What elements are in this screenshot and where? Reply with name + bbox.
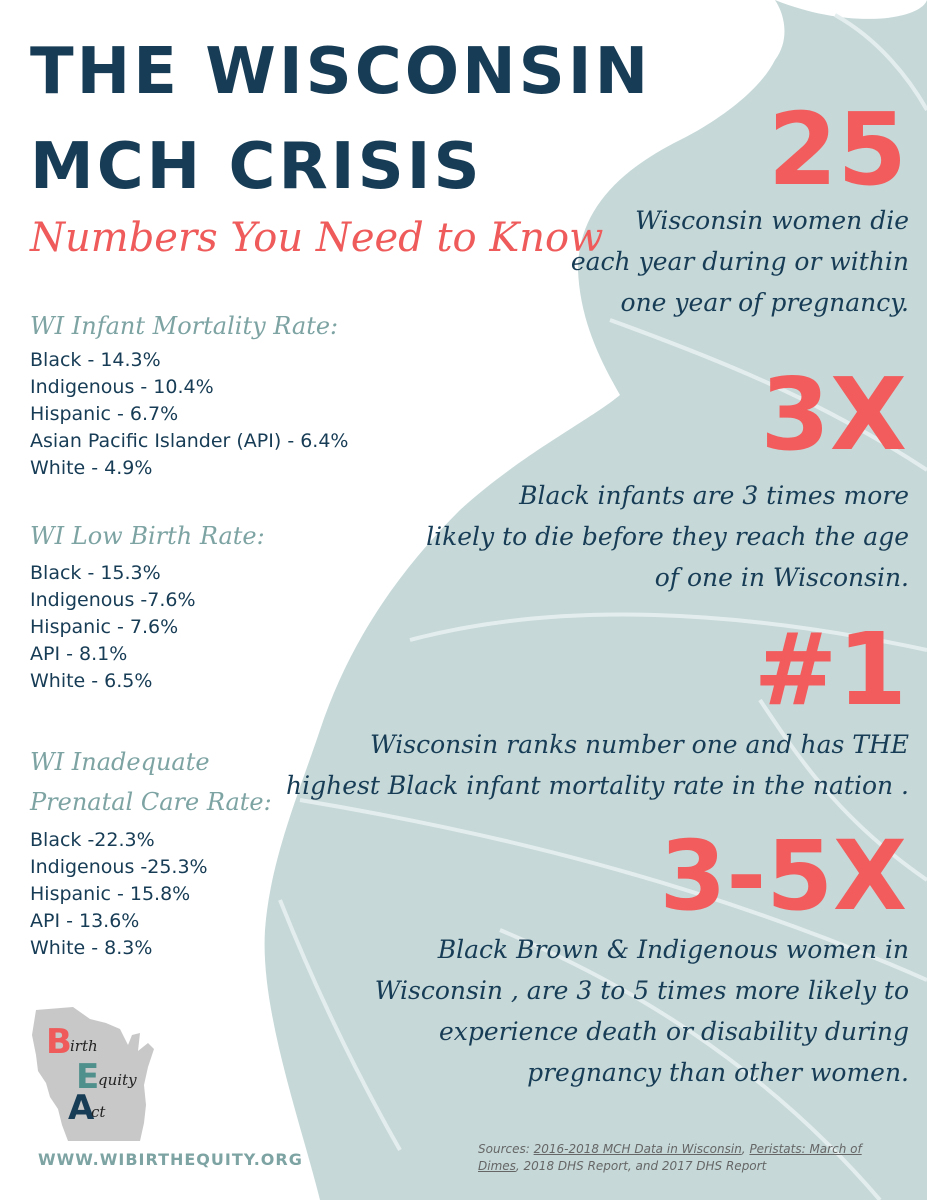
logo-letter-b: B <box>46 1022 72 1062</box>
fact-line: each year during or within <box>570 247 909 276</box>
fact-line: Wisconsin women die <box>635 206 909 235</box>
logo-word-quity: quity <box>98 1071 137 1089</box>
fact-line: pregnancy than other women. <box>527 1058 909 1087</box>
page-title-line1: THE WISCONSIN <box>30 35 652 109</box>
prenatal-care-heading-line1: WI Inadequate <box>30 748 210 776</box>
sources-note <box>478 1141 908 1175</box>
fact-desc-25 <box>571 200 909 323</box>
list-item: Indigenous -7.6% <box>30 589 196 611</box>
page-title-line2: MCH CRISIS <box>30 130 483 204</box>
fact-line: one year of pregnancy. <box>620 288 909 317</box>
low-birth-list <box>30 560 196 695</box>
fact-number-1: #1 <box>753 611 907 728</box>
fact-line: Black infants are 3 times more <box>519 481 909 510</box>
fact-line: Wisconsin , are 3 to 5 times more likely to <box>374 976 909 1005</box>
sources-separator: , <box>741 1142 750 1156</box>
fact-line: Black Brown & Indigenous women in <box>437 935 909 964</box>
list-item: Asian Pacific Islander (API) - 6.4% <box>30 430 349 452</box>
fact-number-3-5x: 3-5X <box>659 820 907 932</box>
fact-number-25: 25 <box>767 91 907 208</box>
fact-desc-1 <box>286 724 909 806</box>
logo-letter-a: A <box>68 1088 95 1128</box>
list-item: White - 4.9% <box>30 457 153 479</box>
fact-line: Wisconsin ranks number one and has THE <box>370 730 909 759</box>
logo-word-ct: ct <box>91 1103 106 1121</box>
list-item: Hispanic - 6.7% <box>30 403 179 425</box>
list-item: API - 8.1% <box>30 643 128 665</box>
sources-link-peristats[interactable]: Peristats: March of <box>749 1142 862 1156</box>
website-link[interactable]: WWW.WIBIRTHEQUITY.ORG <box>38 1150 303 1169</box>
logo-letter-e: E <box>76 1057 100 1097</box>
list-item: Black - 15.3% <box>30 562 161 584</box>
list-item: Hispanic - 7.6% <box>30 616 179 638</box>
fact-desc-3-5x <box>375 929 909 1093</box>
birth-equity-act-logo <box>28 1005 163 1145</box>
fact-line: experience death or disability during <box>438 1017 909 1046</box>
list-item: Indigenous -25.3% <box>30 856 208 878</box>
infant-mortality-list <box>30 347 348 482</box>
prenatal-care-list <box>30 827 208 962</box>
fact-line: likely to die before they reach the age <box>426 522 909 551</box>
sources-link-peristats-cont[interactable]: Dimes <box>478 1159 516 1173</box>
sources-prefix: Sources: <box>478 1142 534 1156</box>
list-item: Indigenous - 10.4% <box>30 376 214 398</box>
list-item: White - 8.3% <box>30 937 153 959</box>
fact-desc-3x <box>426 475 909 598</box>
sources-link-mch-data[interactable]: 2016-2018 MCH Data in Wisconsin <box>533 1142 742 1156</box>
list-item: White - 6.5% <box>30 670 153 692</box>
low-birth-heading: WI Low Birth Rate: <box>30 522 265 550</box>
infant-mortality-heading: WI Infant Mortality Rate: <box>30 312 339 340</box>
list-item: Black - 14.3% <box>30 349 161 371</box>
fact-number-3x: 3X <box>760 356 907 473</box>
page-subtitle: Numbers You Need to Know <box>30 215 604 261</box>
fact-line: of one in Wisconsin. <box>654 563 909 592</box>
list-item: Hispanic - 15.8% <box>30 883 191 905</box>
logo-word-irth: irth <box>70 1037 98 1055</box>
list-item: API - 13.6% <box>30 910 140 932</box>
sources-suffix: , 2018 DHS Report, and 2017 DHS Report <box>515 1159 767 1173</box>
prenatal-care-heading-line2: Prenatal Care Rate: <box>30 788 272 816</box>
fact-line: highest Black infant mortality rate in the nation . <box>286 771 909 800</box>
list-item: Black -22.3% <box>30 829 155 851</box>
